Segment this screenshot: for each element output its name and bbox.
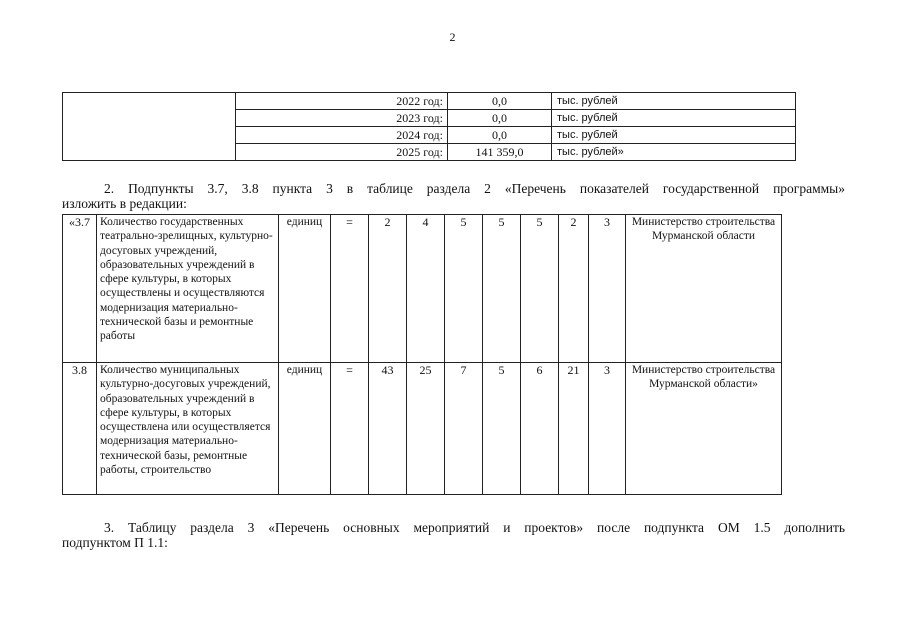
indicator-number: 3.8 [63,363,97,495]
indicator-value: 2 [369,215,407,363]
funding-row [63,93,796,110]
indicator-value: 5 [483,363,521,495]
indicator-value: 5 [445,215,483,363]
indicator-unit: единиц [279,215,331,363]
indicator-value: 6 [521,363,559,495]
funding-value: 0,0 [448,110,552,127]
funding-unit: тыс. рублей» [552,144,796,161]
indicator-name: Количество муниципальных культурно-досуговых учреждений, образовательных учреждений в сфере культуры, в которых осуществлена или осуществляется модернизация материально-технической базы, ремонтные работы, строительство [97,363,279,495]
paragraph-3-line-2: подпунктом П 1.1: [62,535,168,550]
paragraph-2-line-1: 2. Подпункты 3.7, 3.8 пункта 3 в таблице раздела 2 «Перечень показателей государственной программы» [104,181,845,196]
indicator-value: 4 [407,215,445,363]
indicator-number: «3.7 [63,215,97,363]
funding-year: 2023 год: [236,110,448,127]
indicator-sign: = [331,363,369,495]
indicator-value: 5 [483,215,521,363]
funding-blank-cell [63,93,236,161]
funding-unit: тыс. рублей [552,127,796,144]
paragraph-2 [62,181,845,211]
indicator-responsible: Министерство строительства Мурманской области» [626,363,782,495]
funding-value: 0,0 [448,127,552,144]
indicator-value: 2 [559,215,589,363]
indicator-value: 3 [589,363,626,495]
funding-year: 2024 год: [236,127,448,144]
funding-unit: тыс. рублей [552,110,796,127]
indicator-unit: единиц [279,363,331,495]
indicator-value: 21 [559,363,589,495]
indicator-value: 43 [369,363,407,495]
indicator-name: Количество государственных театрально-зрелищных, культурно-досуговых учреждений, образовательных учреждений в сфере культуры, в которых осуществлены и осуществляются модернизация материально-технической базы и ремонтные работы [97,215,279,363]
indicator-value: 3 [589,215,626,363]
indicator-value: 5 [521,215,559,363]
funding-table [62,92,796,161]
funding-value: 141 359,0 [448,144,552,161]
funding-value: 0,0 [448,93,552,110]
indicator-value: 7 [445,363,483,495]
indicator-responsible: Министерство строительства Мурманской области [626,215,782,363]
page-number: 2 [449,30,456,44]
paragraph-2-line-2: изложить в редакции: [62,196,187,211]
indicator-row [63,363,782,495]
indicators-table [62,214,782,495]
indicator-row [63,215,782,363]
paragraph-3 [62,520,845,550]
indicator-sign: = [331,215,369,363]
funding-unit: тыс. рублей [552,93,796,110]
paragraph-3-line-1: 3. Таблицу раздела 3 «Перечень основных мероприятий и проектов» после подпункта ОМ 1.5 дополнить [104,520,845,535]
funding-year: 2025 год: [236,144,448,161]
funding-year: 2022 год: [236,93,448,110]
indicator-value: 25 [407,363,445,495]
